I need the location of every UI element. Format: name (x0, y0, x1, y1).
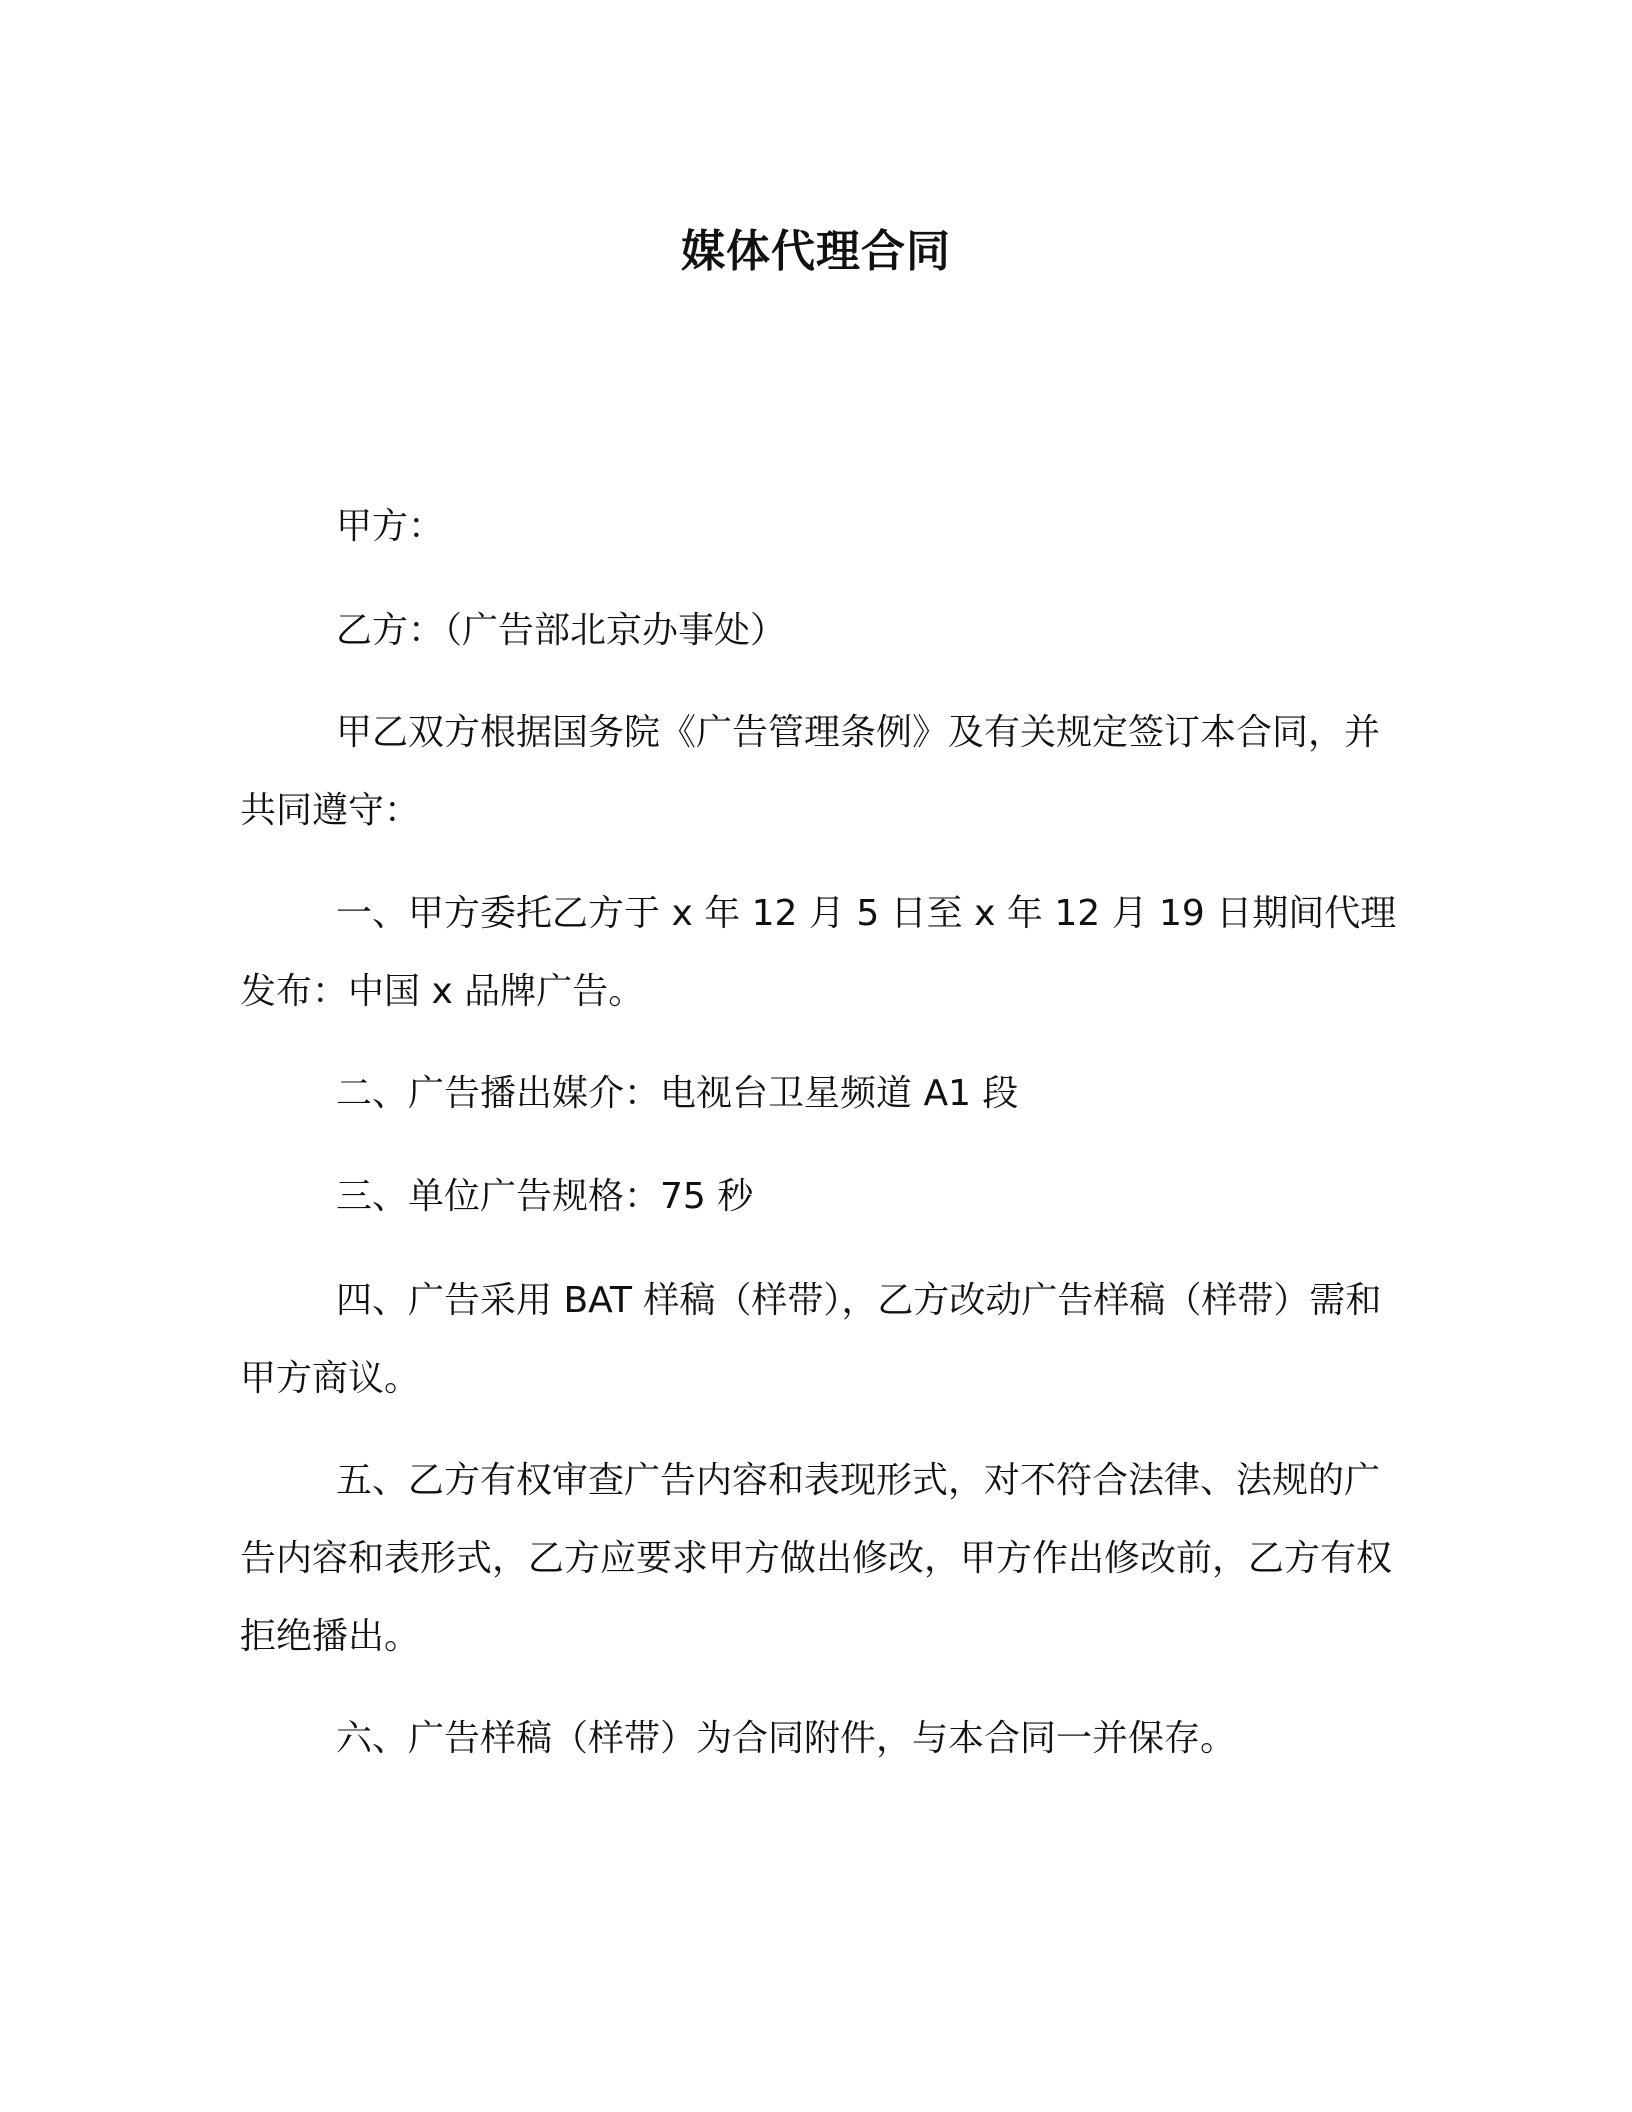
party-b-line: 乙方：（广告部北京办事处） (336, 610, 787, 651)
clause-4-paragraph: 四、广告采用 BAT 样稿（样带），乙方改动广告样稿（样带）需和甲方商议。 (240, 1280, 1382, 1399)
clause-2-paragraph: 二、广告播出媒介：电视台卫星频道 A1 段 (336, 1073, 1019, 1114)
party-a-line: 甲方： (336, 506, 445, 547)
document-title: 媒体代理合同 (681, 226, 951, 277)
clause-6-paragraph: 六、广告样稿（样带）为合同附件，与本合同一并保存。 (336, 1718, 1237, 1759)
clause-1-paragraph: 一、甲方委托乙方于 x 年 12 月 5 日至 x 年 12 月 19 日期间代理发布：中国 x 品牌广告。 (240, 893, 1397, 1012)
preamble-paragraph: 甲乙双方根据国务院《广告管理条例》及有关规定签订本合同，并共同遵守： (240, 712, 1381, 831)
clause-5-paragraph: 五、乙方有权审查广告内容和表现形式，对不符合法律、法规的广告内容和表形式，乙方应要求甲方做出修改，甲方作出修改前，乙方有权拒绝播出。 (240, 1460, 1393, 1657)
clause-3-paragraph: 三、单位广告规格：75 秒 (336, 1176, 754, 1217)
